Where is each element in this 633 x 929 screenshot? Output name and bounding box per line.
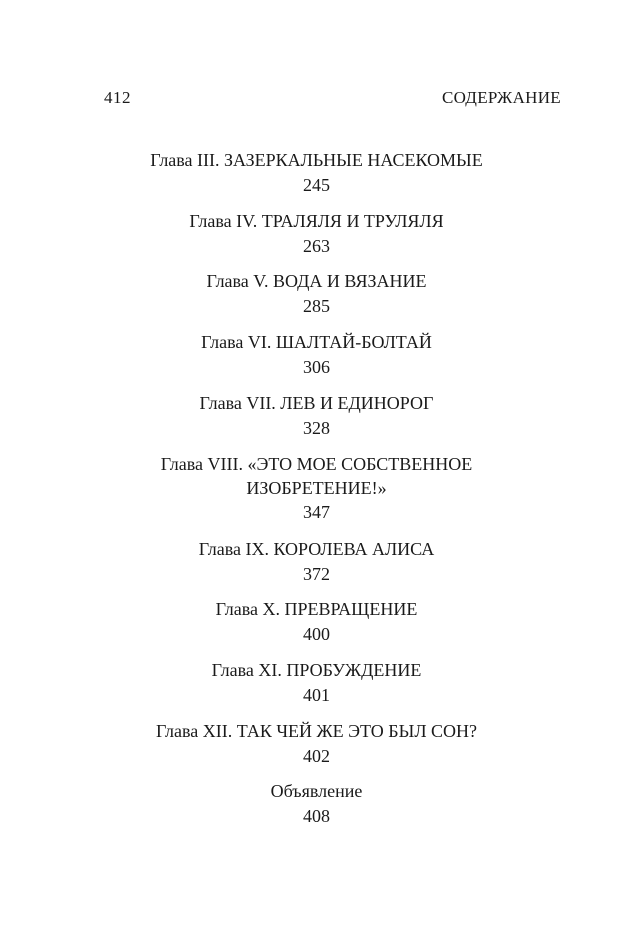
section-title: СОДЕРЖАНИЕ [441,88,561,107]
toc-entry-title: Глава IV. ТРАЛЯЛЯ И ТРУЛЯЛЯ [189,211,444,231]
toc-entry-title: Глава VII. ЛЕВ И ЕДИНОРОГ [199,393,434,413]
toc-entry-title: Глава IX. КОРОЛЕВА АЛИСА [198,539,435,559]
toc-entry-page: 245 [303,175,330,195]
toc-entry-page: 408 [303,806,330,826]
toc-entry-page: 402 [303,746,330,766]
toc-entry-title: Глава XII. ТАК ЧЕЙ ЖЕ ЭТО БЫЛ СОН? [155,721,478,741]
toc-entry-page: 285 [303,296,330,316]
page-number: 412 [104,88,131,107]
toc-entry-title: Глава VI. ШАЛТАЙ-БОЛТАЙ [201,332,432,352]
toc-entry-page: 347 [303,502,330,522]
toc-entry-title: Глава VIII. «ЭТО МОЕ СОБСТВЕННОЕ [160,454,473,474]
toc-entry-title: Глава V. ВОДА И ВЯЗАНИЕ [206,271,427,291]
toc-entry-page: 306 [303,357,330,377]
toc-entry-title: Глава XI. ПРОБУЖДЕНИЕ [211,660,422,680]
toc-entry-title: Объявление [270,781,363,801]
toc-entry-page: 372 [303,564,330,584]
toc-entry-page: 328 [303,418,330,438]
toc-entry-title: Глава X. ПРЕВРАЩЕНИЕ [215,599,418,619]
toc-entry-title-continued: ИЗОБРЕТЕНИЕ!» [246,478,387,498]
toc-entry-page: 400 [303,624,330,644]
toc-entry-page: 263 [303,236,330,256]
toc-entry-title: Глава III. ЗАЗЕРКАЛЬНЫЕ НАСЕКОМЫЕ [150,150,483,170]
toc-entry-page: 401 [303,685,330,705]
